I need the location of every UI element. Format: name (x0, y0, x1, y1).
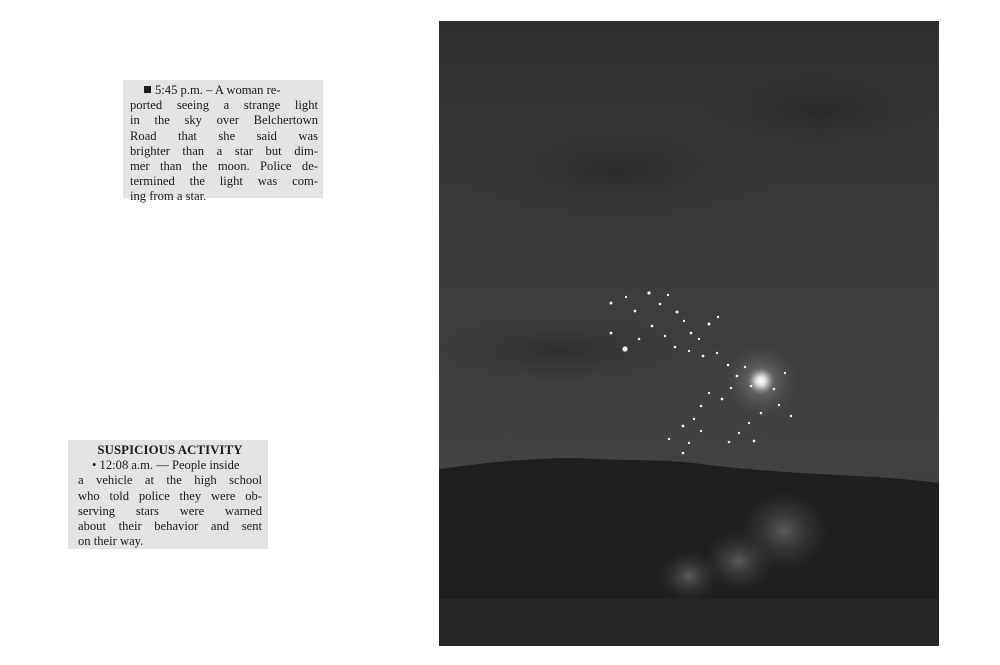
star-point (693, 418, 695, 420)
star-point (651, 325, 654, 328)
star-point (676, 311, 679, 314)
star-point (736, 375, 739, 378)
clipping-line: ing from a star. (130, 189, 207, 204)
clipping-line: on their way. (78, 534, 144, 549)
star-point (698, 338, 700, 340)
star-point (717, 316, 719, 318)
star-point (647, 291, 650, 294)
star-point (702, 355, 705, 358)
star-point (708, 323, 711, 326)
star-point (667, 294, 669, 296)
star-point (638, 338, 641, 341)
star-point (716, 352, 718, 354)
star-point (773, 388, 776, 391)
clipping-line: termined the light was com- (130, 174, 318, 189)
star-point (634, 310, 637, 313)
clipping-line: • 12:08 a.m. — People inside (92, 458, 240, 473)
clipping-line: ported seeing a strange light (130, 98, 318, 113)
star-point (730, 387, 732, 389)
bright-light (723, 343, 799, 419)
star-point (753, 440, 756, 443)
star-point (682, 452, 685, 455)
clipping-heading: SUSPICIOUS ACTIVITY (97, 443, 243, 457)
star-point (790, 415, 792, 417)
star-point (659, 303, 662, 306)
star-point (622, 346, 627, 351)
star-point (778, 404, 780, 406)
clipping-line: mer than the moon. Police de- (130, 159, 318, 174)
star-point (664, 335, 666, 337)
star-point (728, 441, 731, 444)
star-point (683, 320, 685, 322)
clipping-line: brighter than a star but dim- (130, 143, 318, 158)
photo-svg (439, 21, 939, 646)
star-point (610, 302, 613, 305)
star-point (738, 432, 740, 434)
clipping-line: in the sky over Belchertown (130, 113, 318, 128)
star-point (744, 366, 746, 368)
star-point (700, 430, 702, 432)
star-point (750, 385, 753, 388)
star-point (674, 346, 677, 349)
star-point (690, 332, 693, 335)
star-point (688, 350, 690, 352)
star-point (708, 392, 710, 394)
police-log-clipping-2 (68, 440, 268, 549)
clipping-line: serving stars were warned (78, 503, 262, 518)
star-point (700, 405, 703, 408)
star-point (688, 442, 690, 444)
police-log-clipping-1 (123, 80, 323, 204)
star-point (682, 425, 685, 428)
star-point (668, 438, 670, 440)
star-point (760, 412, 763, 415)
square-bullet-icon (144, 86, 151, 93)
clipping-line: a vehicle at the high school (78, 473, 262, 488)
clipping-line: about their behavior and sent (78, 519, 262, 534)
clipping-line: 5:45 p.m. – A woman re- (130, 83, 318, 98)
star-point (625, 296, 627, 298)
clipping-line: who told police they were ob- (78, 488, 262, 503)
smoke-plume (659, 551, 719, 601)
clipping-line: Road that she said was (130, 128, 318, 143)
star-point (748, 422, 750, 424)
field (439, 599, 939, 646)
night-sky-photograph (439, 21, 939, 646)
star-point (784, 372, 786, 374)
star-point (721, 398, 724, 401)
star-point (610, 332, 613, 335)
star-point (727, 364, 730, 367)
